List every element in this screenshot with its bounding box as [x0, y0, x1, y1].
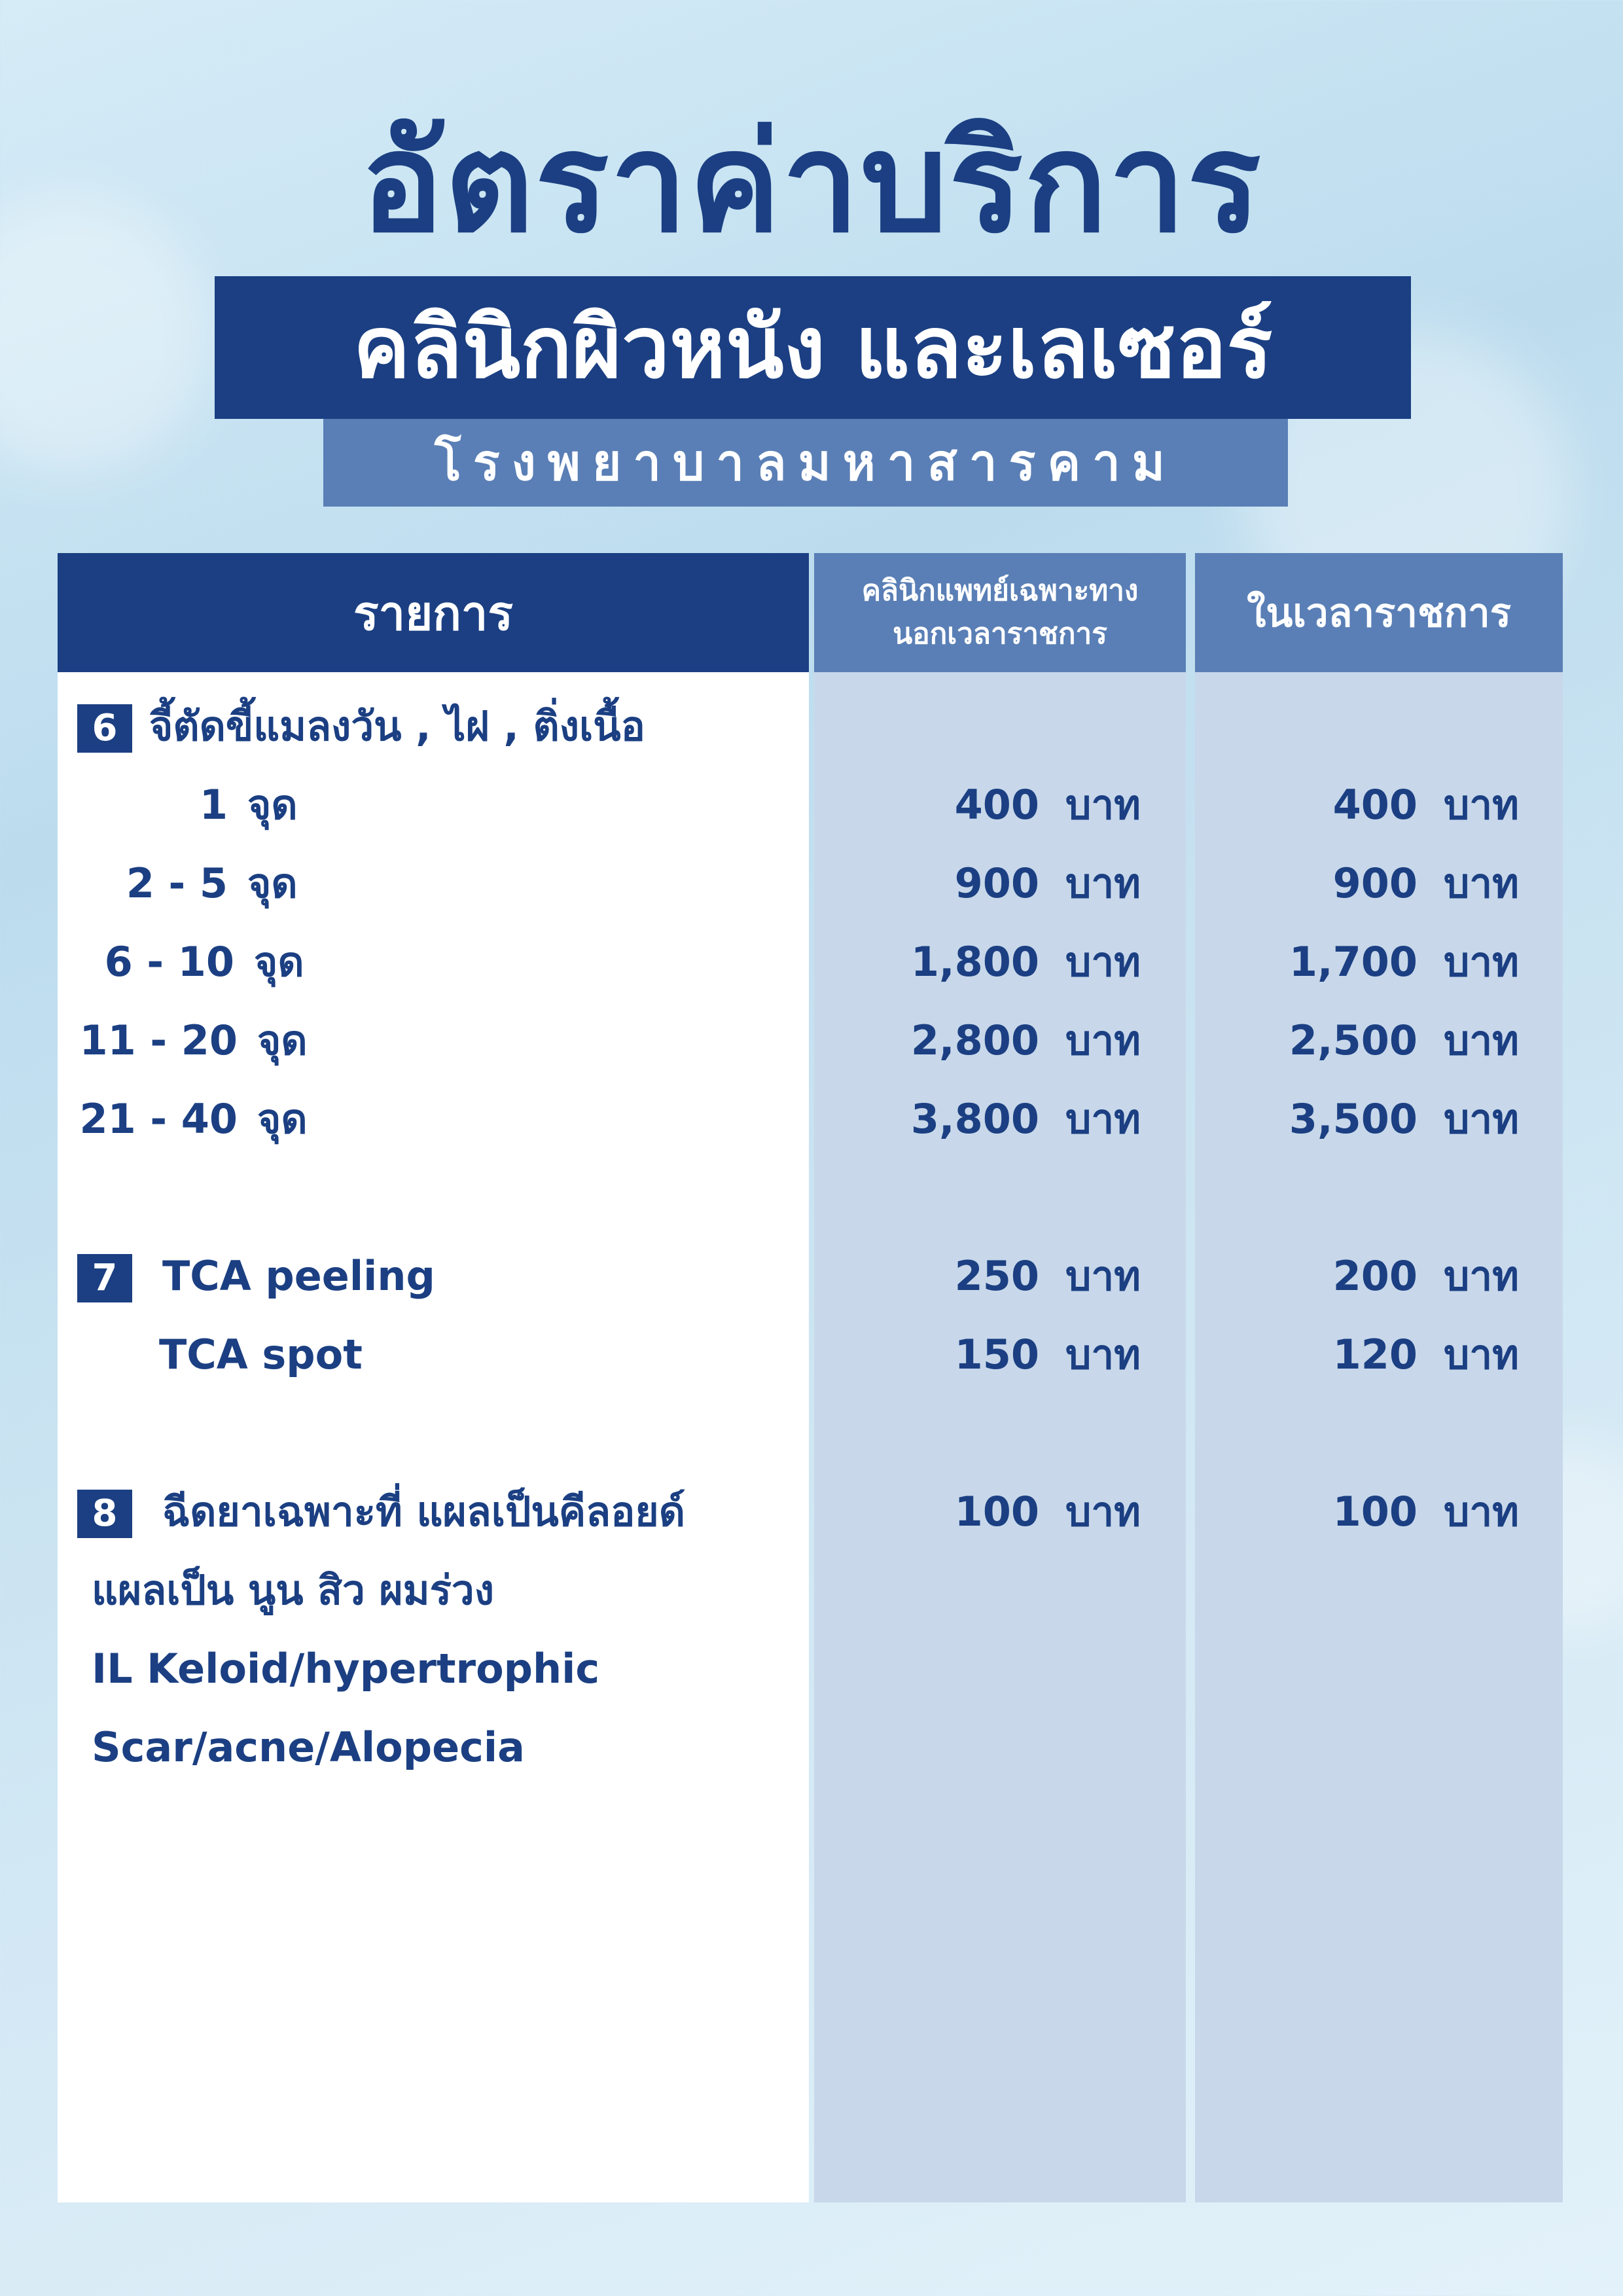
table-row — [58, 1551, 1563, 1630]
dot-unit: จุด — [257, 1016, 308, 1064]
section-number-badge: 6 — [77, 704, 132, 753]
office-price: 3,500 — [1289, 1095, 1418, 1143]
service-label: TCA spot — [159, 1331, 363, 1378]
dot-range: 6 - 10 — [104, 938, 234, 986]
price-unit: บาท — [1444, 1252, 1520, 1300]
table-row — [58, 844, 1563, 923]
dot-unit: จุด — [247, 781, 298, 829]
dot-range: 2 - 5 — [126, 859, 228, 907]
after-hours-price: 2,800 — [910, 1016, 1039, 1064]
price-unit: บาท — [1444, 859, 1520, 907]
page-title: อัตราค่าบริการ — [361, 103, 1262, 263]
dot-range: 21 - 40 — [79, 1095, 238, 1143]
column-header-after-hours — [814, 553, 1186, 672]
clinic-subtitle: คลินิกผิวหนัง และเลเซอร์ — [215, 276, 1411, 419]
price-unit: บาท — [1444, 1331, 1520, 1378]
service-description: IL Keloid/hypertrophic — [92, 1645, 600, 1693]
price-unit: บาท — [1065, 1488, 1141, 1535]
service-description: Scar/acne/Alopecia — [92, 1723, 525, 1771]
price-unit: บาท — [1444, 1016, 1520, 1064]
section-6-header — [58, 687, 1563, 766]
table-row — [58, 1708, 1563, 1787]
section-number-badge: 7 — [77, 1254, 132, 1302]
dot-unit: จุด — [257, 1095, 308, 1143]
after-hours-price: 250 — [954, 1252, 1039, 1300]
table-row — [58, 1237, 1563, 1316]
section-title: ฉีดยาเฉพาะที่ แผลเป็นคีลอยด์ — [162, 1488, 686, 1535]
table-row — [58, 1630, 1563, 1708]
after-hours-header-line1: คลินิกแพทย์เฉพาะทาง — [861, 574, 1139, 607]
after-hours-price: 3,800 — [910, 1095, 1039, 1143]
office-price: 400 — [1332, 781, 1418, 829]
price-unit: บาท — [1444, 781, 1520, 829]
dot-unit: จุด — [254, 938, 304, 986]
after-hours-price: 400 — [954, 781, 1039, 829]
section-number-badge: 8 — [77, 1490, 132, 1538]
price-unit: บาท — [1444, 1488, 1520, 1535]
price-unit: บาท — [1444, 1095, 1520, 1143]
dot-unit: จุด — [247, 859, 298, 907]
after-hours-price: 900 — [954, 859, 1039, 907]
price-unit: บาท — [1065, 938, 1141, 986]
price-unit: บาท — [1065, 1331, 1141, 1378]
office-price: 120 — [1332, 1331, 1418, 1378]
hospital-name: โรงพยาบาลมหาสารคาม — [323, 419, 1288, 507]
service-description: แผลเป็น นูน สิว ผมร่วง — [92, 1566, 494, 1614]
service-label: TCA peeling — [162, 1252, 435, 1300]
dot-range: 1 — [199, 781, 228, 829]
office-price: 1,700 — [1289, 938, 1418, 986]
after-hours-price: 1,800 — [910, 938, 1039, 986]
price-unit: บาท — [1065, 1095, 1141, 1143]
table-row — [58, 1080, 1563, 1158]
after-hours-price: 100 — [954, 1488, 1039, 1535]
office-price: 900 — [1332, 859, 1418, 907]
table-row — [58, 1473, 1563, 1551]
column-header-office-hours: ในเวลาราชการ — [1195, 553, 1563, 672]
price-unit: บาท — [1065, 859, 1141, 907]
table-row — [58, 766, 1563, 844]
office-price: 2,500 — [1289, 1016, 1418, 1064]
price-unit: บาท — [1065, 781, 1141, 829]
office-price: 200 — [1332, 1252, 1418, 1300]
after-hours-price: 150 — [954, 1331, 1039, 1378]
section-title: จี้ตัดขี้แมลงวัน , ไฝ , ติ่งเนื้อ — [149, 702, 645, 750]
table-row — [58, 1316, 1563, 1394]
price-unit: บาท — [1444, 938, 1520, 986]
column-header-item: รายการ — [58, 553, 809, 672]
dot-range: 11 - 20 — [79, 1016, 238, 1064]
table-row — [58, 923, 1563, 1001]
office-price: 100 — [1332, 1488, 1418, 1535]
after-hours-header-line2: นอกเวลาราชการ — [893, 617, 1107, 651]
table-row — [58, 1001, 1563, 1080]
price-unit: บาท — [1065, 1016, 1141, 1064]
price-unit: บาท — [1065, 1252, 1141, 1300]
